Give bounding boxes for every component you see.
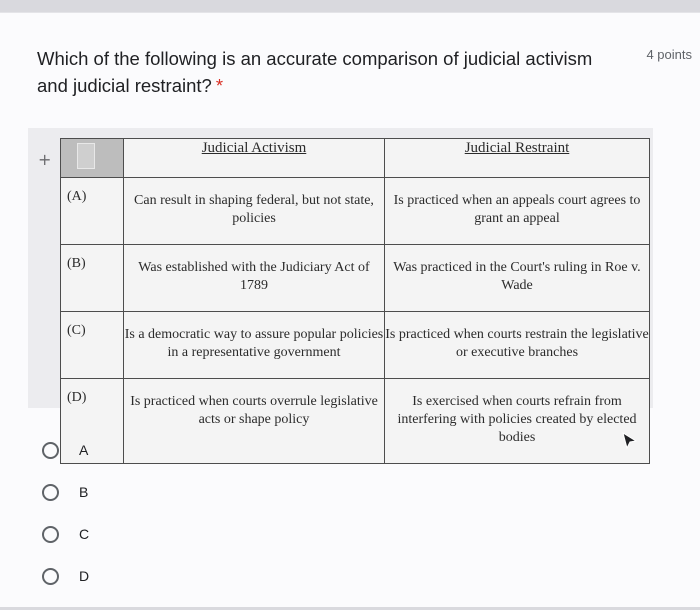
corner-box (77, 143, 95, 169)
option-a-label: A (79, 442, 89, 458)
points-label: 4 points (646, 47, 692, 62)
radio-a[interactable] (42, 442, 59, 459)
header-restraint: Judicial Restraint (385, 139, 650, 178)
option-b[interactable] (42, 471, 89, 513)
table-header-row (61, 139, 650, 178)
restraint-cell: Was practiced in the Court's ruling in Roe v. Wade (385, 245, 650, 312)
header-activism: Judicial Activism (124, 139, 385, 178)
table-corner (61, 139, 124, 178)
row-label: (D) (61, 379, 124, 464)
row-label: (B) (61, 245, 124, 312)
option-c-label: C (79, 526, 90, 542)
restraint-cell: Is practiced when an appeals court agrees to grant an appeal (385, 178, 650, 245)
question-card (0, 12, 700, 607)
option-d-label: D (79, 568, 90, 584)
radio-c[interactable] (42, 526, 59, 543)
answer-options (42, 429, 89, 597)
restraint-cell: Is practiced when courts restrain the legislative or executive branches (385, 312, 650, 379)
comparison-table (60, 138, 650, 464)
activism-cell: Can result in shaping federal, but not state, policies (124, 178, 385, 245)
option-c[interactable] (42, 513, 89, 555)
required-marker: * (215, 75, 224, 96)
table-row (61, 245, 650, 312)
table-row (61, 312, 650, 379)
activism-cell: Is practiced when courts overrule legislative acts or shape policy (124, 379, 385, 464)
mouse-cursor-icon (622, 432, 638, 450)
option-b-label: B (79, 484, 89, 500)
restraint-cell: Is exercised when courts refrain from interfering with policies created by elected bodies (385, 379, 650, 464)
activism-cell: Was established with the Judiciary Act of 1789 (124, 245, 385, 312)
move-handle-icon: + (38, 150, 52, 169)
row-label: (A) (61, 178, 124, 245)
radio-d[interactable] (42, 568, 59, 585)
question-image (28, 128, 653, 445)
option-a[interactable] (42, 429, 89, 471)
question-title (37, 45, 627, 99)
table-row (61, 178, 650, 245)
table-row (61, 379, 650, 464)
row-label: (C) (61, 312, 124, 379)
radio-b[interactable] (42, 484, 59, 501)
activism-cell: Is a democratic way to assure popular policies in a representative government (124, 312, 385, 379)
question-text: Which of the following is an accurate comparison of judicial activism and judicial restraint? (37, 48, 593, 96)
option-d[interactable] (42, 555, 89, 597)
